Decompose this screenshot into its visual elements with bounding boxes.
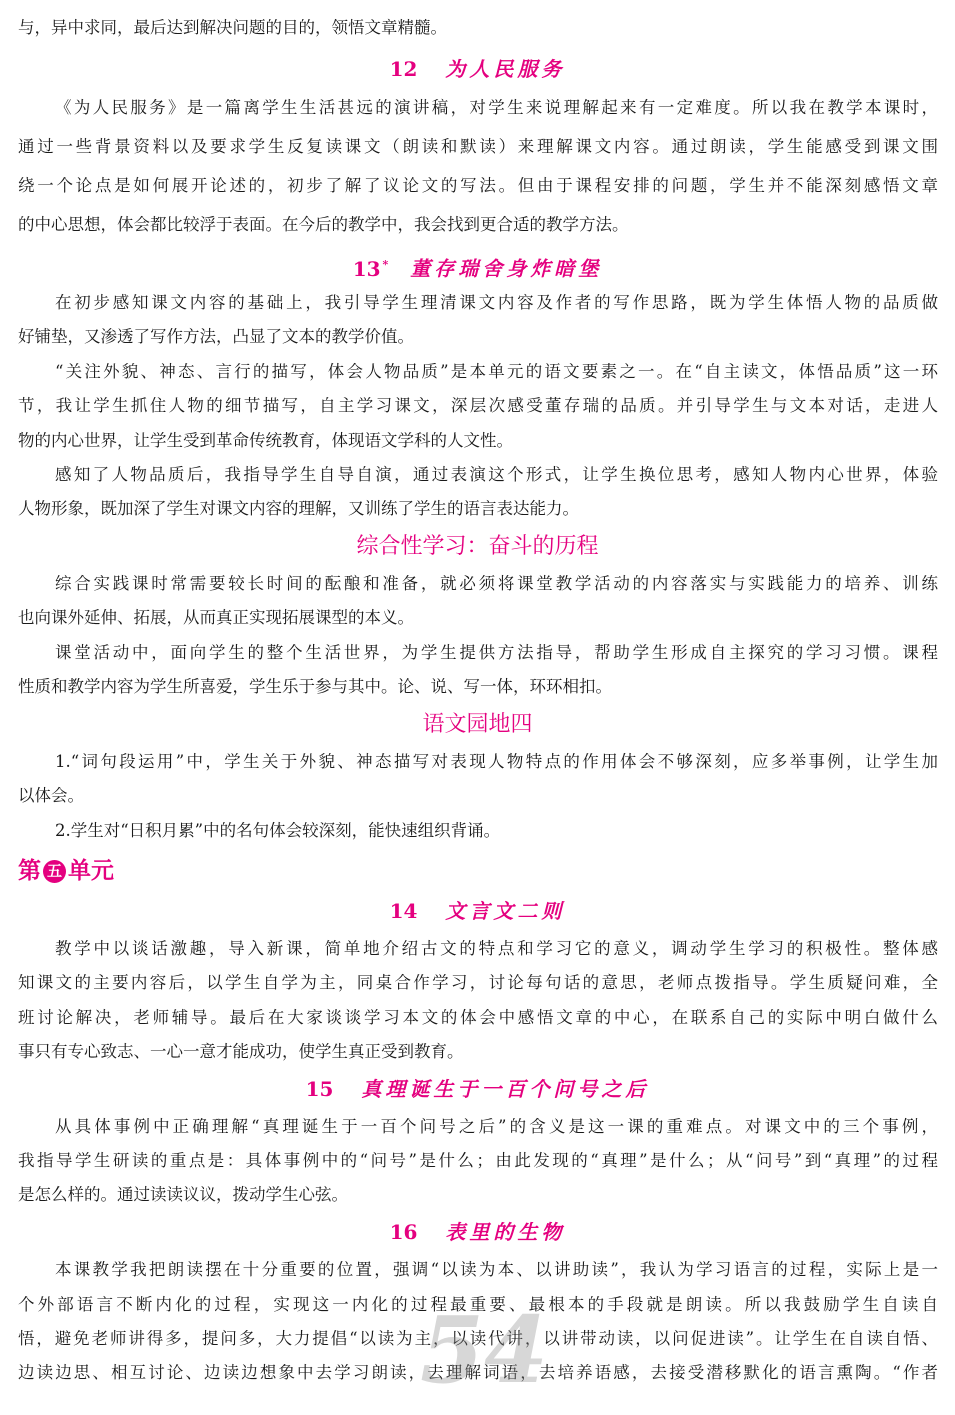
paragraph-line: 课堂活动中，面向学生的整个生活世界，为学生提供方法指导，帮助学生形成自主探究的学习习惯。课程 — [55, 643, 938, 662]
lesson-heading-15 — [0, 1076, 955, 1102]
page-number-watermark: 54 — [420, 1296, 549, 1404]
lesson-heading-13 — [0, 252, 955, 282]
lesson-title: 为人民服务 — [445, 57, 566, 81]
paragraph-line: 我指导学生研读的重点是：具体事例中的“问号”是什么；由此发现的“真理”是什么；从“问号”到“真理”的过程 — [18, 1151, 938, 1170]
paragraph-line: 节，我让学生抓住人物的细节描写，自主学习课文，深层次感受董存瑞的品质。并引导学生与文本对话，走进人 — [18, 396, 938, 415]
paragraph-line: 绕一个论点是如何展开论述的，初步了解了议论文的写法。但由于课程安排的问题，学生并不能深刻感悟文章 — [18, 176, 938, 195]
paragraph-line: 感知了人物品质后，我指导学生自导自演，通过表演这个形式，让学生换位思考，感知人物内心世界，体验 — [55, 465, 938, 484]
section-title-garden: 语文园地四 — [422, 712, 533, 737]
paragraph-line: 1.“词句段运用”中，学生关于外貌、神态描写对表现人物特点的作用体会不够深刻，应多举事例，让学生加 — [55, 752, 938, 771]
section-title-comprehensive: 综合性学习：奋斗的历程 — [356, 534, 599, 559]
paragraph-line: 性质和教学内容为学生所喜爱，学生乐于参与其中。论、说、写一体，环环相扣。 — [18, 677, 612, 696]
paragraph-line: 个外部语言不断内化的过程，实现这一内化的过程最重要、最根本的手段就是朗读。所以我鼓励学生自读自 — [18, 1295, 938, 1314]
lesson-number: 14 — [389, 899, 418, 923]
unit-suffix: 单元 — [68, 858, 114, 884]
lesson-heading-14 — [0, 898, 955, 924]
paragraph-line: 悟，避免老师讲得多，提问多，大力提倡“以读为主，以读代讲，以讲带动读，以问促进读”。让学生在自读自悟、 — [18, 1329, 938, 1348]
lesson-heading-12 — [0, 56, 955, 82]
paragraph-line: 在初步感知课文内容的基础上，我引导学生理清课文内容及作者的写作思路，既为学生体悟人物的品质做 — [55, 293, 938, 312]
paragraph-line: 综合实践课时常需要较长时间的酝酿和准备，就必须将课堂教学活动的内容落实与实践能力的培养、训练 — [55, 574, 938, 593]
lesson-number: 15 — [305, 1077, 334, 1101]
lesson-title: 表里的生物 — [445, 1220, 566, 1244]
paragraph-line: 从具体事例中正确理解“真理诞生于一百个问号之后”的含义是这一课的重难点。对课文中的三个事例， — [55, 1117, 938, 1136]
paragraph-line: 《为人民服务》是一篇离学生生活甚远的演讲稿，对学生来说理解起来有一定难度。所以我在教学本课时， — [55, 98, 938, 117]
paragraph-line: 通过一些背景资料以及要求学生反复读课文（朗读和默读）来理解课文内容。通过朗读，学生能感受到课文围 — [18, 137, 938, 156]
paragraph-line: 的中心思想，体会都比较浮于表面。在今后的教学中，我会找到更合适的教学方法。 — [18, 215, 629, 234]
lesson-title: 董存瑞舍身炸暗堡 — [410, 256, 603, 281]
lesson-heading-16 — [0, 1219, 955, 1245]
paragraph-line: 以体会。 — [18, 786, 84, 805]
lesson-number: 16 — [389, 1220, 418, 1244]
unit-title — [18, 856, 114, 886]
paragraph-line: 2.学生对“日积月累”中的名句体会较深刻，能快速组织背诵。 — [55, 821, 501, 840]
paragraph-line: 班讨论解决，老师辅导。最后在大家谈谈学习本文的体会中感悟文章的中心，在联系自己的实际中明白做什么 — [18, 1008, 938, 1027]
optional-lesson-mark: * — [382, 258, 389, 271]
paragraph-line: 教学中以谈话激趣，导入新课，简单地介绍古文的特点和学习它的意义，调动学生学习的积极性。整体感 — [55, 939, 938, 958]
paragraph-line: 边读边思、相互讨论、边读边想象中去学习朗读，去理解词语，去培养语感，去接受潜移默化的语言熏陶。“作者 — [18, 1363, 938, 1382]
paragraph-line: 人物形象，既加深了学生对课文内容的理解，又训练了学生的语言表达能力。 — [18, 499, 579, 518]
paragraph-line: 事只有专心致志、一心一意才能成功，使学生真正受到教育。 — [18, 1042, 464, 1061]
paragraph-line: 是怎么样的。通过读读议议，拨动学生心弦。 — [18, 1185, 348, 1204]
lesson-title: 真理诞生于一百个问号之后 — [361, 1077, 650, 1101]
paragraph-line: 知课文的主要内容后，以学生自学为主，同桌合作学习，讨论每句话的意思，老师点拨指导。学生质疑问难，全 — [18, 973, 938, 992]
unit-number-badge: 五 — [43, 860, 66, 883]
lesson-number: 12 — [389, 57, 418, 81]
paragraph-line: 也向课外延伸、拓展，从而真正实现拓展课型的本义。 — [18, 608, 414, 627]
paragraph-line: 本课教学我把朗读摆在十分重要的位置，强调“以读为本、以讲助读”，我认为学习语言的过程，实际上是一 — [55, 1260, 938, 1279]
paragraph-line: 物的内心世界，让学生受到革命传统教育，体现语文学科的人文性。 — [18, 431, 513, 450]
paragraph-line: “关注外貌、神态、言行的描写，体会人物品质”是本单元的语文要素之一。在“自主读文，体悟品质”这一环 — [55, 362, 938, 381]
paragraph-line: 与，异中求同，最后达到解决问题的目的，领悟文章精髓。 — [18, 18, 447, 37]
unit-prefix: 第 — [18, 858, 41, 884]
lesson-title: 文言文二则 — [445, 899, 566, 923]
paragraph-line: 好铺垫，又渗透了写作方法，凸显了文本的教学价值。 — [18, 327, 414, 346]
lesson-number: 13 — [352, 256, 381, 281]
